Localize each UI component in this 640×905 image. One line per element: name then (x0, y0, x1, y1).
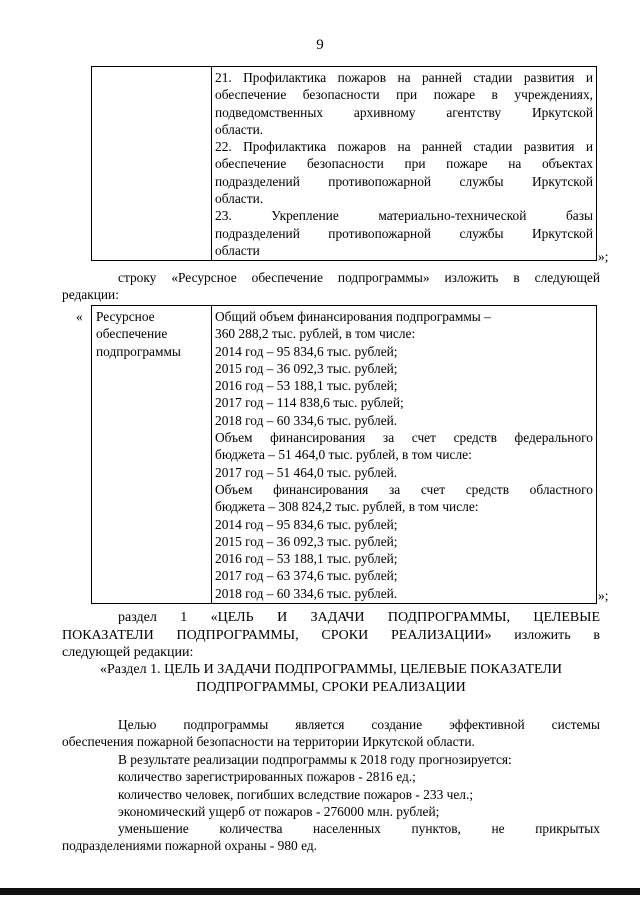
section-heading-line: ПОДПРОГРАММЫ, СРОКИ РЕАЛИЗАЦИИ (196, 680, 466, 695)
funding-line: 2016 год – 53 188,1 тыс. рублей; (215, 551, 398, 567)
instruction-line: следующей редакции: (62, 645, 194, 660)
instruction-paragraph-1 (62, 269, 600, 304)
funding-line: 2017 год – 114 838,6 тыс. рублей; (215, 395, 404, 411)
funding-line: Объем финансирования за счет средств федерального (215, 430, 593, 446)
resources-label-line: Ресурсное (96, 309, 155, 324)
closing-quote-mark: »; (598, 249, 609, 264)
measure-line: области (215, 242, 260, 258)
measure-line: области. (215, 191, 264, 207)
measure-line: 21. Профилактика пожаров на ранней стадии развития и (215, 70, 593, 85)
funding-line: 2016 год – 53 188,1 тыс. рублей; (215, 378, 398, 394)
funding-line: Объем финансирования за счет средств областного (215, 481, 593, 497)
funding-line: 2015 год – 36 092,3 тыс. рублей; (215, 360, 398, 376)
funding-line: 360 288,2 тыс. рублей, в том числе: (215, 326, 416, 342)
instruction-paragraph-2 (62, 609, 600, 662)
measure-line: подведомственных архивному агентству Иркутской (215, 104, 593, 120)
measure-line: подразделений противопожарной службы Иркутской (215, 173, 593, 189)
settlements-line: подразделениями пожарной охраны - 980 ед. (62, 838, 318, 854)
measures-table (91, 66, 597, 261)
resources-label-line: обеспечение (96, 326, 168, 342)
opening-quote-mark: « (76, 309, 83, 324)
funding-line: 2015 год – 36 092,3 тыс. рублей; (215, 533, 398, 549)
closing-quote-mark: »; (598, 588, 609, 603)
scan-edge-bar (0, 888, 640, 895)
forecast-deaths: количество человек, погибших вследствие пожаров - 233 чел.; (118, 786, 474, 802)
funding-line: бюджета – 51 464,0 тыс. рублей, в том числе: (215, 447, 472, 463)
funding-line: 2017 год – 63 374,6 тыс. рублей; (215, 568, 398, 584)
measure-line: обеспечение безопасности при пожаре на объектах (215, 156, 593, 172)
instruction-line: ПОКАЗАТЕЛИ ПОДПРОГРАММЫ, СРОКИ РЕАЛИЗАЦИИ» изложить в (62, 627, 600, 643)
measures-table-right-cell (212, 67, 597, 261)
resources-table-value-cell (212, 306, 597, 604)
funding-line: Общий объем финансирования подпрограммы – (215, 309, 491, 324)
section-heading (62, 661, 600, 697)
instruction-line: редакции: (62, 287, 119, 303)
page-number: 9 (316, 37, 324, 53)
measure-line: обеспечение безопасности при пожаре в учреждениях, (215, 87, 593, 103)
instruction-line: строку «Ресурсное обеспечение подпрограммы» изложить в следующей (118, 270, 600, 285)
goal-paragraph (62, 716, 600, 751)
forecast-intro: В результате реализации подпрограммы к 2018 году прогнозируется: (118, 752, 512, 767)
funding-line: 2018 год – 60 334,6 тыс. рублей. (215, 412, 398, 428)
instruction-line: раздел 1 «ЦЕЛЬ И ЗАДАЧИ ПОДПРОГРАММЫ, ЦЕЛЕВЫЕ (118, 610, 600, 625)
measure-line: области. (215, 121, 264, 137)
measure-line: 23. Укрепление материально-технической базы (215, 208, 593, 224)
measures-table-left-cell (92, 67, 212, 261)
goal-line: Целью подпрограммы является создание эффективной системы (118, 717, 600, 732)
funding-line: 2014 год – 95 834,6 тыс. рублей; (215, 516, 398, 532)
funding-line: 2018 год – 60 334,6 тыс. рублей. (215, 585, 398, 601)
forecast-list (118, 751, 600, 820)
funding-line: 2017 год – 51 464,0 тыс. рублей. (215, 464, 398, 480)
resources-label-line: подпрограммы (96, 343, 181, 359)
measure-line: подразделений противопожарной службы Иркутской (215, 225, 593, 241)
forecast-damage: экономический ущерб от пожаров - 276000 млн. рублей; (118, 803, 440, 819)
resources-table-label-cell (92, 306, 212, 604)
settlements-line: уменьшение количества населенных пунктов, не прикрытых (118, 821, 600, 836)
resources-table (91, 305, 597, 604)
section-heading-line: «Раздел 1. ЦЕЛЬ И ЗАДАЧИ ПОДПРОГРАММЫ, ЦЕЛЕВЫЕ ПОКАЗАТЕЛИ (99, 662, 562, 677)
measure-line: 22. Профилактика пожаров на ранней стадии развития и (215, 139, 593, 155)
funding-line: бюджета – 308 824,2 тыс. рублей, в том числе: (215, 499, 479, 515)
goal-line: обеспечения пожарной безопасности на территории Иркутской области. (62, 734, 475, 750)
settlements-paragraph (62, 820, 600, 855)
forecast-fires: количество зарегистрированных пожаров - 2816 ед.; (118, 769, 416, 785)
funding-line: 2014 год – 95 834,6 тыс. рублей; (215, 343, 398, 359)
